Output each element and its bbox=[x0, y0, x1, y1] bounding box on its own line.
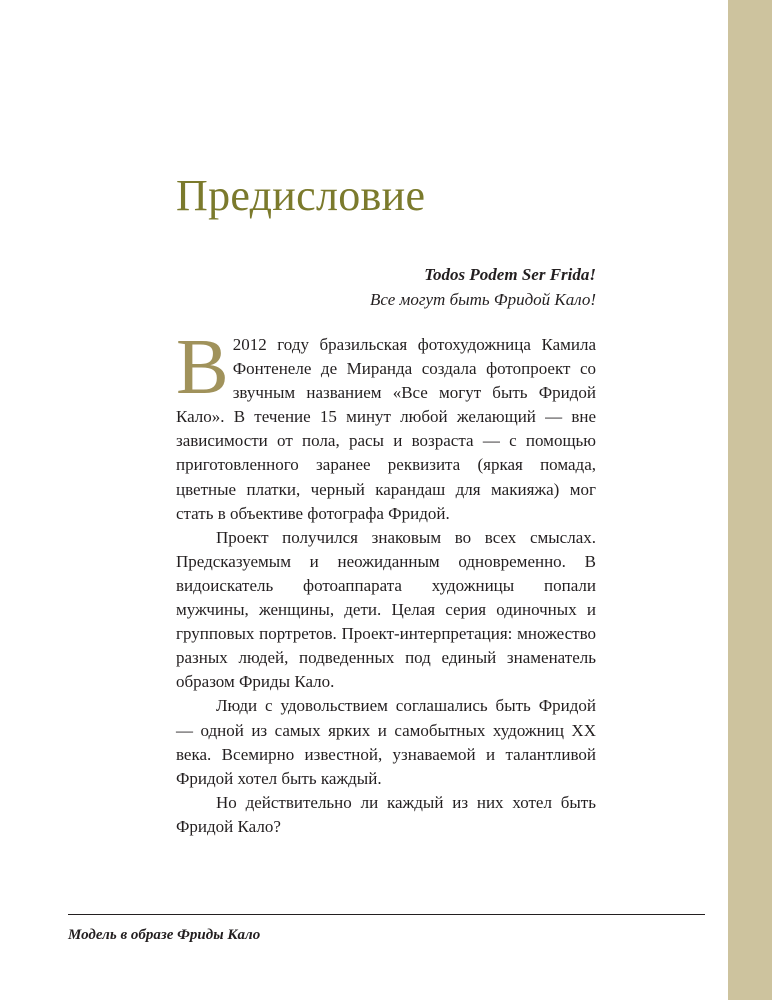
paragraph-4: Но действительно ли каждый из них хотел быть Фридой Кало? bbox=[176, 792, 596, 836]
paragraph-3: Люди с удовольствием соглашались быть Фридой — одной из самых ярких и самобытных художниц XX века. Всемирно известной, узнаваемой и талантливой Фридой хотел быть каждый. bbox=[176, 696, 596, 788]
paragraph-1 bbox=[176, 324, 596, 526]
epigraph-original: Todos Podem Ser Frida! bbox=[424, 265, 596, 284]
paragraph-1-text: 2012 году бразильская фотохудожница Камила Фонтенеле де Миранда создала фотопроект со звучным названием «Все могут быть Фридой Кало». В течение 15 минут любой желающий — вне зависимости от пола, расы и возраста — с помощью приготовленного заранее реквизита (яркая помада, цветные платки, черный карандаш для макияжа) мог стать в объективе фотографа Фридой. bbox=[176, 335, 596, 523]
epigraph bbox=[370, 262, 596, 312]
page-title: Предисловие bbox=[176, 171, 426, 220]
drop-cap: В bbox=[176, 324, 229, 411]
page-edge-strip bbox=[728, 0, 772, 1000]
footer-divider bbox=[68, 914, 705, 915]
paragraph-2: Проект получился знаковым во всех смыслах. Предсказуемым и неожиданным одновременно. В видоискатель фотоаппарата художницы попали мужчины, женщины, дети. Целая серия одиночных и групповых портретов. Проект-интерпретация: множество разных людей, подведенных под единый знаменатель образом Фриды Кало. bbox=[176, 527, 596, 692]
epigraph-translation: Все могут быть Фридой Кало! bbox=[370, 290, 596, 309]
running-footer: Модель в образе Фриды Кало bbox=[68, 927, 261, 943]
body-text bbox=[176, 324, 596, 839]
